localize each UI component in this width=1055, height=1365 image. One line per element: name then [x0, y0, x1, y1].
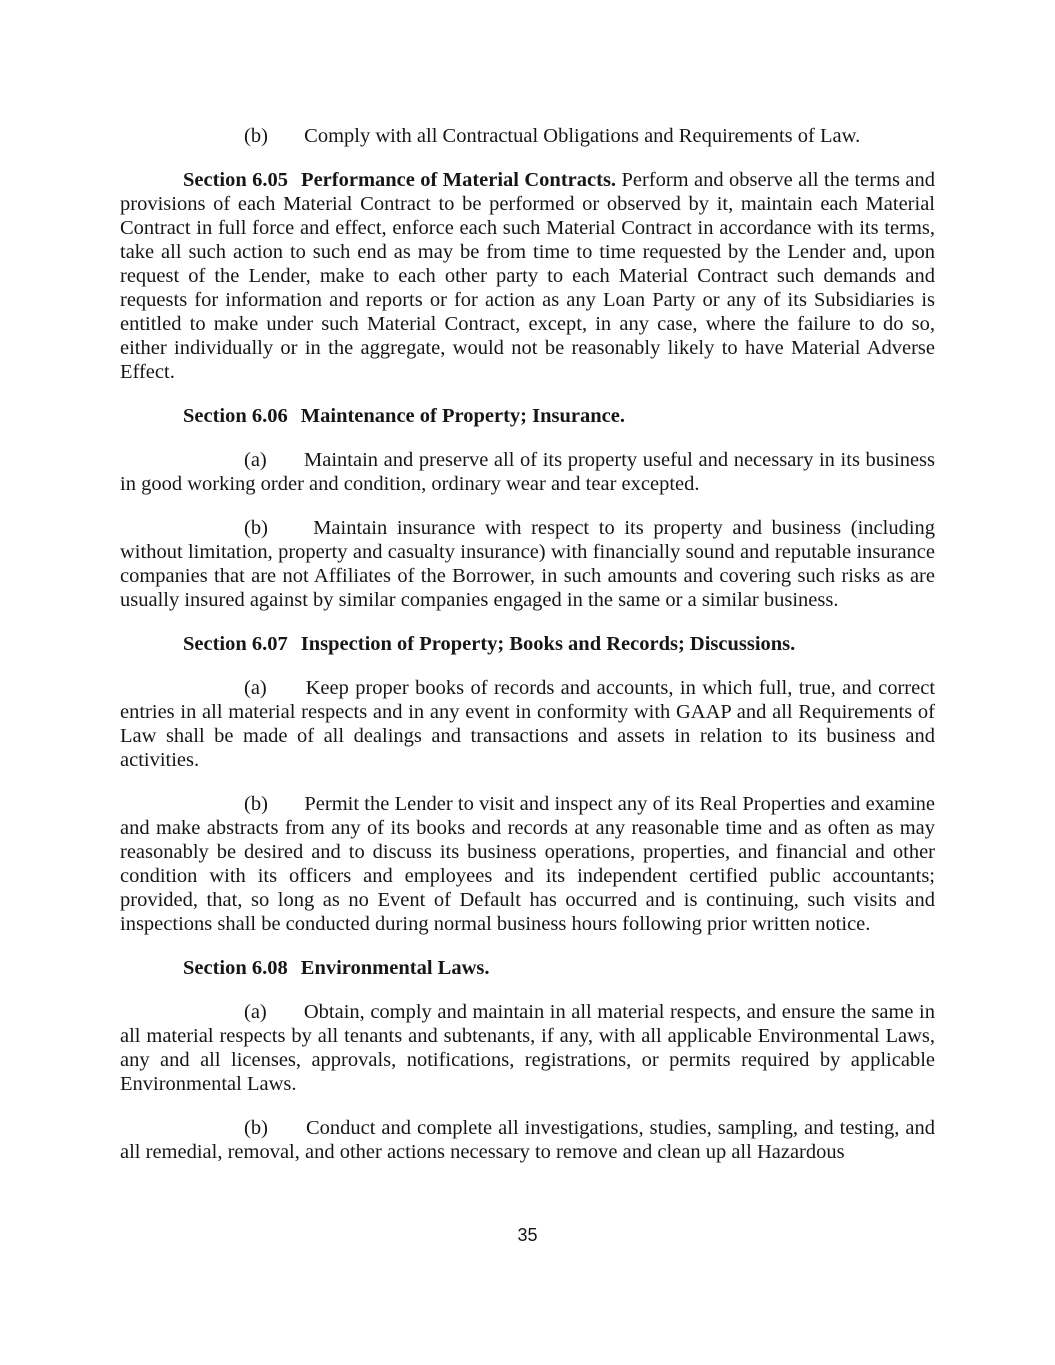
item-marker: (b) — [244, 1117, 268, 1139]
item-paragraph — [120, 448, 935, 496]
item-paragraph — [120, 792, 935, 936]
section-heading-paragraph — [120, 404, 935, 428]
item-marker: (a) — [244, 1001, 267, 1023]
section-number: Section 6.07 — [183, 633, 288, 655]
item-marker: (a) — [244, 677, 267, 699]
section-number: Section 6.05 — [183, 169, 289, 191]
paragraph-text: Maintain insurance with respect to its property and business (including without limitation, property and casualty insurance) with financially sound and reputable insurance companies that are not Affiliates of the Borrower, in such amounts and covering such risks as are usually insured against by similar companies engaged in the same or a similar business. — [120, 517, 936, 611]
item-marker: (a) — [244, 449, 267, 471]
item-paragraph — [120, 124, 935, 148]
section-title: Inspection of Property; Books and Records; Discussions. — [300, 633, 796, 655]
section-number: Section 6.06 — [183, 405, 288, 427]
section-heading — [183, 169, 616, 191]
section-paragraph — [120, 168, 935, 384]
paragraph-text: Maintain and preserve all of its property useful and necessary in its business in good working order and condition, ordinary wear and tear excepted. — [120, 449, 936, 495]
item-paragraph — [120, 1116, 935, 1164]
section-heading-paragraph — [120, 956, 935, 980]
section-heading — [183, 633, 795, 655]
item-paragraph — [120, 676, 935, 772]
section-heading — [183, 405, 625, 427]
section-number: Section 6.08 — [183, 957, 288, 979]
item-marker: (b) — [244, 793, 268, 815]
item-marker: (b) — [244, 125, 268, 147]
item-paragraph — [120, 516, 935, 612]
section-title: Maintenance of Property; Insurance. — [300, 405, 625, 427]
paragraph-text: Comply with all Contractual Obligations and Requirements of Law. — [304, 125, 861, 147]
item-paragraph — [120, 1000, 935, 1096]
paragraph-text: Conduct and complete all investigations, studies, sampling, and testing, and all remedial, removal, and other actions necessary to remove and clean up all Hazardous — [120, 1117, 936, 1163]
section-title: Performance of Material Contracts. — [301, 169, 617, 191]
paragraph-text: Permit the Lender to visit and inspect any of its Real Properties and examine and make abstracts from any of its books and records at any reasonable time and as often as may reasonably be desired and to discuss its business operations, properties, and financial and other condition with its officers and employees and its independent certified public accountants; provided, that, so long as no Event of Default has occurred and is continuing, such visits and inspections shall be conducted during normal business hours following prior written notice. — [120, 793, 936, 935]
section-heading-paragraph — [120, 632, 935, 656]
section-heading — [183, 957, 490, 979]
page-number: 35 — [517, 1225, 538, 1245]
item-marker: (b) — [244, 517, 268, 539]
paragraph-text: Keep proper books of records and accounts, in which full, true, and correct entries in all material respects and in any event in conformity with GAAP and all Requirements of Law shall be made of all dealings and transactions and assets in relation to its business and activities. — [120, 677, 936, 771]
paragraph-text: Obtain, comply and maintain in all material respects, and ensure the same in all material respects by all tenants and subtenants, if any, with all applicable Environmental Laws, any and all licenses, approvals, notifications, registrations, or permits required by applicable Environmental Laws. — [120, 1001, 936, 1095]
section-title: Environmental Laws. — [300, 957, 490, 979]
paragraph-text: Perform and observe all the terms and provisions of each Material Contract to be performed or observed by it, maintain each Material Contract in full force and effect, enforce each such Material Contract in accordance with its terms, take all such action to such end as may be from time to time requested by the Lender and, upon request of the Lender, make to each other party to each Material Contract such demands and requests for information and reports or for action as any Loan Party or any of its Subsidiaries is entitled to make under such Material Contract, except, in any case, where the failure to do so, either individually or in the aggregate, would not be reasonably likely to have Material Adverse Effect. — [120, 169, 935, 383]
